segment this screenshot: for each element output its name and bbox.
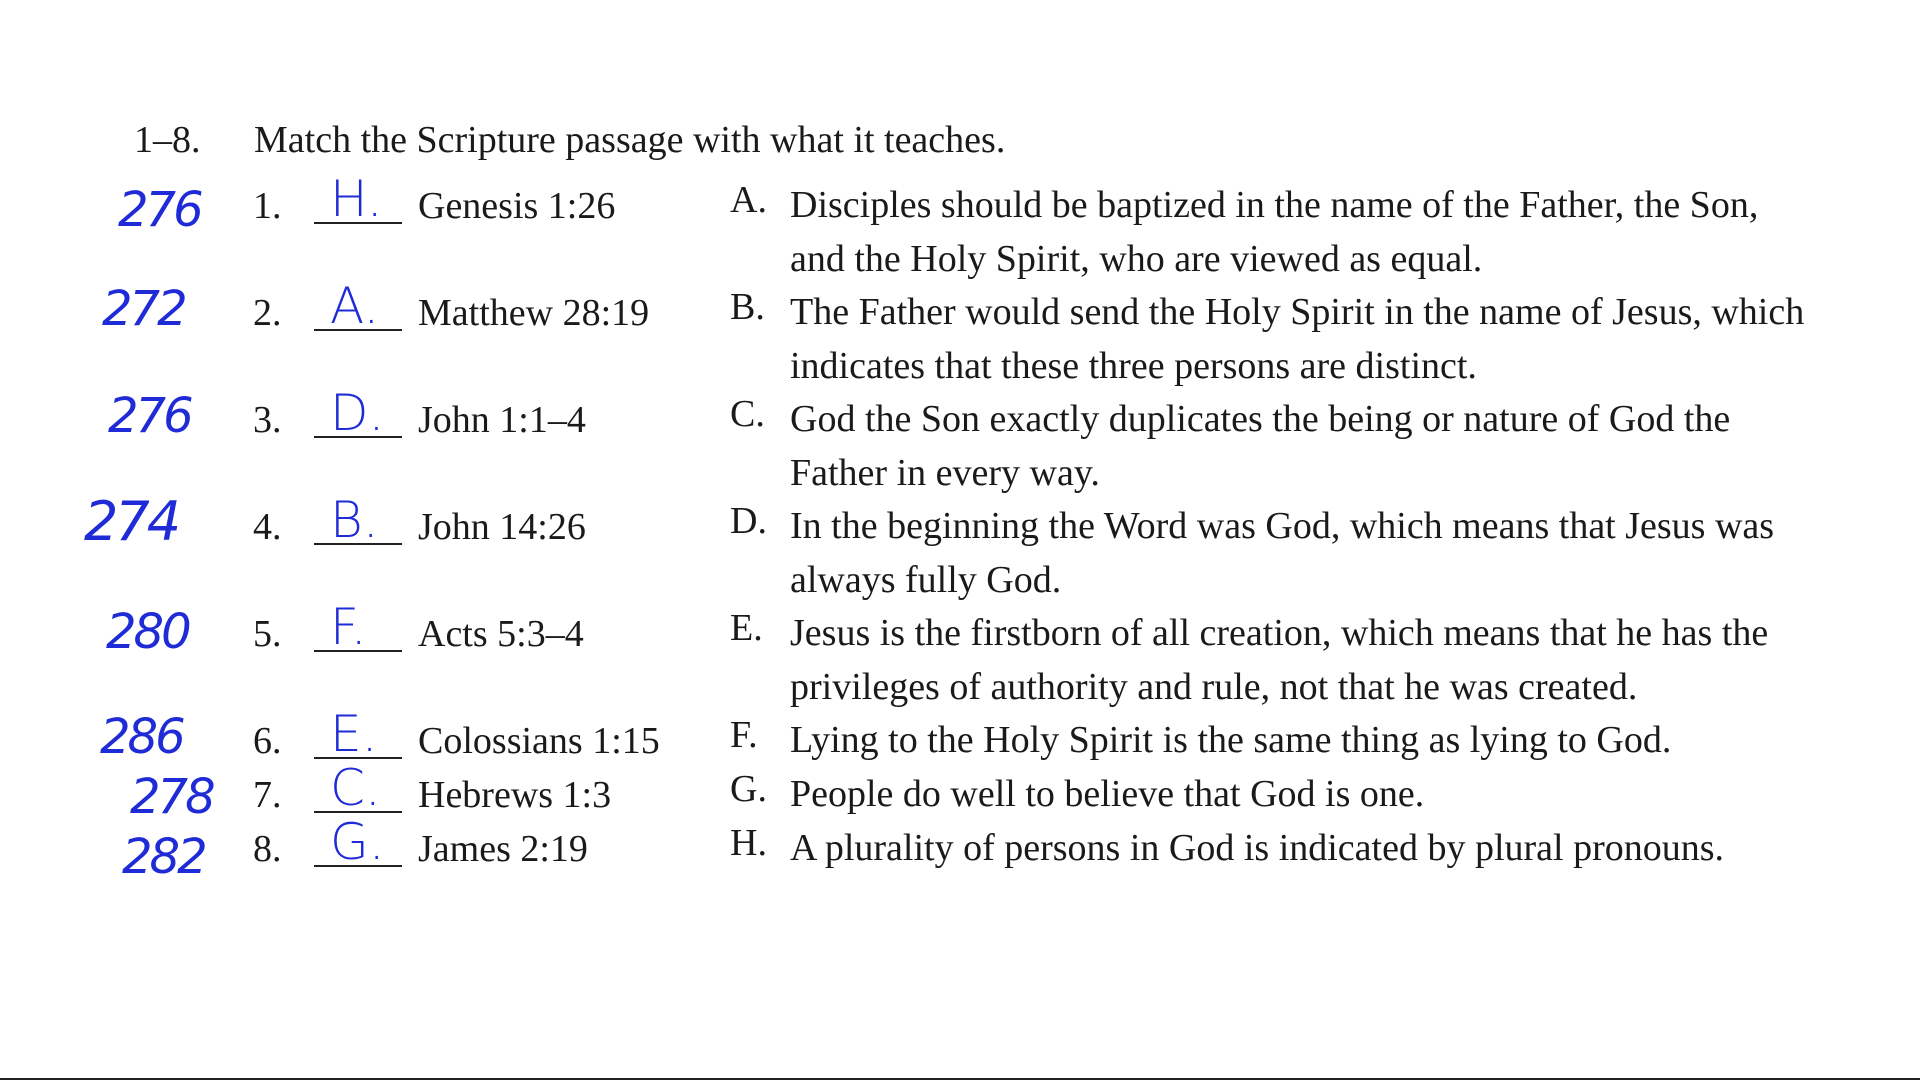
- scripture-passage: John 1:1–4: [418, 399, 586, 441]
- scripture-passage: James 2:19: [418, 828, 588, 870]
- handwritten-answer: F.: [330, 598, 367, 656]
- option-letter-h: H.: [730, 822, 767, 864]
- item-number: 8.: [253, 828, 282, 870]
- option-text-g: People do well to believe that God is one.: [790, 773, 1425, 815]
- handwritten-page-note: 280: [106, 604, 189, 660]
- option-letter-e: E.: [730, 607, 763, 649]
- handwritten-page-note: 276: [108, 388, 191, 444]
- scripture-passage: John 14:26: [418, 506, 586, 548]
- item-number: 6.: [253, 720, 282, 762]
- handwritten-page-note: 282: [122, 829, 205, 885]
- option-letter-c: C.: [730, 393, 765, 435]
- option-letter-a: A.: [730, 179, 767, 221]
- option-text-e: Jesus is the firstborn of all creation, which means that he has the privileges of authority and rule, not that he was created.: [790, 612, 1769, 708]
- item-number: 5.: [253, 613, 282, 655]
- option-text-h: A plurality of persons in God is indicated by plural pronouns.: [790, 827, 1725, 869]
- item-number: 2.: [253, 292, 282, 334]
- option-letter-f: F.: [730, 714, 758, 756]
- scripture-passage: Hebrews 1:3: [418, 774, 612, 816]
- handwritten-page-note: 286: [100, 709, 183, 765]
- handwritten-page-note: 272: [102, 281, 185, 337]
- question-range: 1–8.: [134, 119, 201, 161]
- option-letter-d: D.: [730, 500, 767, 542]
- option-text-b: The Father would send the Holy Spirit in the name of Jesus, which indicates that these three persons are distinct.: [790, 291, 1805, 387]
- handwritten-answer: C.: [330, 759, 381, 817]
- handwritten-answer: B.: [330, 491, 379, 549]
- scripture-passage: Matthew 28:19: [418, 292, 650, 334]
- item-number: 3.: [253, 399, 282, 441]
- option-letter-g: G.: [730, 768, 767, 810]
- item-number: 7.: [253, 774, 282, 816]
- handwritten-answer: D.: [330, 384, 385, 442]
- handwritten-answer: A.: [330, 277, 380, 335]
- option-text-f: Lying to the Holy Spirit is the same thing as lying to God.: [790, 719, 1672, 761]
- option-text-a: Disciples should be baptized in the name of the Father, the Son, and the Holy Spirit, who are viewed as equal.: [790, 184, 1759, 280]
- handwritten-answer: H.: [330, 170, 383, 228]
- question-instruction: Match the Scripture passage with what it teaches.: [254, 119, 1006, 161]
- handwritten-answer: E.: [330, 705, 378, 763]
- option-text-c: God the Son exactly duplicates the being or nature of God the Father in every way.: [790, 398, 1731, 494]
- handwritten-page-note: 278: [130, 769, 213, 825]
- scripture-passage: Genesis 1:26: [418, 185, 616, 227]
- handwritten-page-note: 274: [84, 490, 179, 553]
- option-letter-b: B.: [730, 286, 765, 328]
- option-text-d: In the beginning the Word was God, which means that Jesus was always fully God.: [790, 505, 1775, 601]
- handwritten-answer: G.: [330, 813, 385, 871]
- item-number: 4.: [253, 506, 282, 548]
- handwritten-page-note: 276: [118, 182, 201, 238]
- scripture-passage: Acts 5:3–4: [418, 613, 584, 655]
- scripture-passage: Colossians 1:15: [418, 720, 660, 762]
- item-number: 1.: [253, 185, 282, 227]
